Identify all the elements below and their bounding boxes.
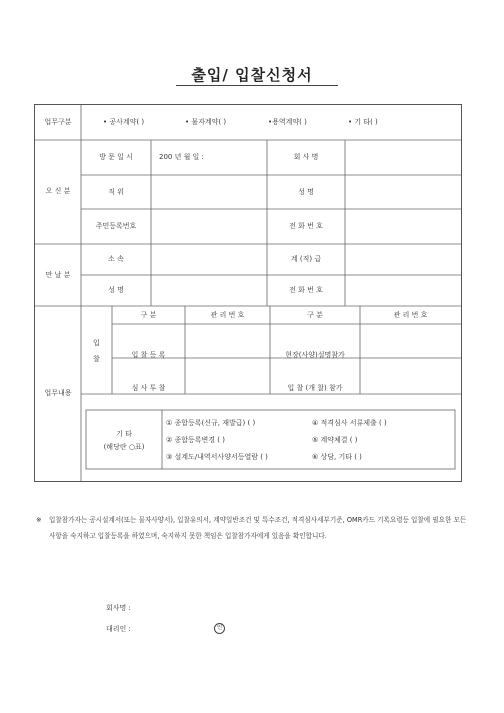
resident-id-label: 주민등록번호 [95,222,137,230]
other-hint: (해당란 ○표) [103,443,145,451]
visitor-phone-label: 전 화 번 호 [289,222,323,230]
company-name-label: 회 사 명 [293,153,319,161]
host-name-label: 성 명 [108,286,124,294]
bid-opening-label: 입 찰 (개 찰) 참가 [287,384,343,392]
visit-date-label: 방 문 일 시 [99,153,133,161]
visitor-section-label: 오 신 분 [45,187,71,195]
option-service-contract[interactable]: •용역계약( ) [268,118,307,126]
title-underline [176,85,338,86]
seal-mark: 인 [214,623,225,634]
option-other[interactable]: • 기 타( ) [348,118,378,126]
visit-date-field[interactable]: 200 년 월 일 : [159,153,204,161]
document-title: 출입/ 입찰신청서 [191,66,313,84]
option-construction-contract[interactable]: • 공사계약( ) [103,118,145,126]
other-option-1[interactable]: ① 종합등록(신규, 재발급) ( ) [166,419,256,427]
header-mgmt-no-right: 관 리 번 호 [393,311,428,319]
signature-company-label: 회사명 : [106,604,131,612]
note-mark: ※ [36,516,42,524]
bid-register-label: 입 찰 등 록 [131,351,166,359]
header-type-left: 구 분 [140,311,157,319]
host-phone-label: 전 화 번 호 [289,286,323,294]
other-option-5[interactable]: ⑤ 계약체결 ( ) [312,436,358,444]
other-option-2[interactable]: ② 종합등록변경 ( ) [166,436,225,444]
visitor-name-label: 성 명 [298,188,314,196]
header-mgmt-no-left: 관 리 번 호 [210,311,245,319]
header-type-right: 구 분 [307,311,323,319]
other-option-4[interactable]: ④ 적격심사 서류제출 ( ) [312,419,387,427]
note-text: 입찰참가자는 공시설계서(또는 물자사양서), 입찰유의서, 계약일반조건 및 특수조건, 적격심사세부기준, OMR카드 기록요령등 입찰에 필요한 모든 사항을 숙지하고 입찰등록을 하였으며, 숙지하지 못한 책임은 입찰참가자에게 있음을 확인합니다. [49,516,467,540]
other-option-6[interactable]: ⑥ 상담, 기타 ( ) [312,453,362,461]
signature-agent-label: 대리인 : [106,625,131,633]
host-department-label: 소 속 [108,255,124,263]
host-section-label: 만 날 분 [45,271,71,279]
business-content-label: 업무내용 [44,389,72,397]
application-form-table [34,104,462,482]
site-briefing-label: 현장(사양)설명참가 [285,351,345,359]
bid-vertical-label: 입찰 [93,339,100,363]
other-option-3[interactable]: ③ 설계도/내역서사양서등열람 ( ) [166,453,268,461]
review-submission-label: 심 사 투 찰 [131,384,166,392]
option-goods-contract[interactable]: • 물자계약( ) [185,118,227,126]
business-type-label: 업무구분 [44,118,72,126]
other-label: 기 타 [116,430,132,438]
host-rank-label: 계 (직) 급 [290,255,322,263]
visitor-position-label: 직 위 [108,188,124,196]
